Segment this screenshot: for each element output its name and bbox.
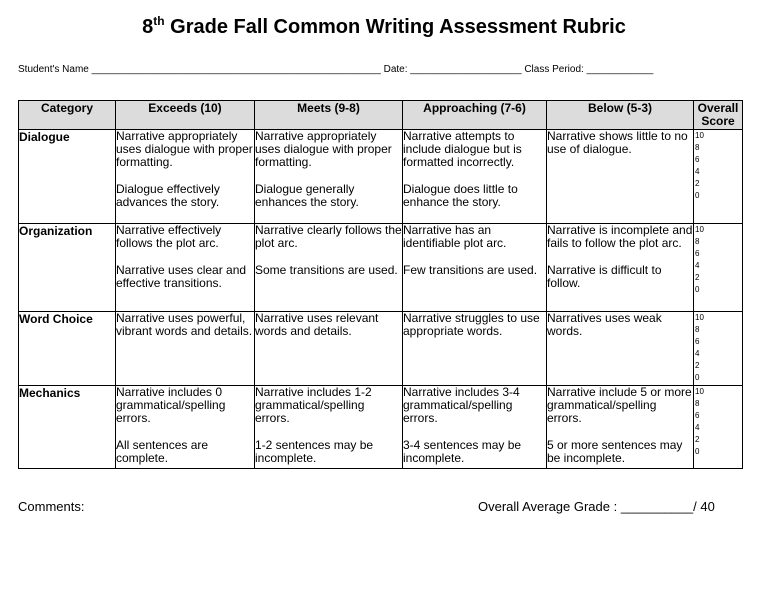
score-option[interactable]: 8: [695, 237, 700, 246]
criterion-text: Narrative appropriately uses dialogue with proper formatting.: [116, 129, 253, 169]
exceeds-cell: [116, 130, 255, 224]
table-header-row: [19, 101, 743, 130]
header-approaching: Approaching (7-6): [403, 101, 547, 130]
score-option[interactable]: 4: [695, 349, 700, 358]
score-option[interactable]: 4: [695, 423, 700, 432]
criterion-text: Few transitions are used.: [403, 263, 538, 277]
overall-average-grade: [478, 499, 715, 514]
score-option[interactable]: 10: [695, 387, 704, 396]
criterion-text: Narrative uses clear and effective transitions.: [116, 263, 247, 290]
criterion-text: Narrative is difficult to follow.: [547, 263, 662, 290]
score-option[interactable]: 2: [695, 435, 700, 444]
criterion-text: Narrative uses relevant words and details.: [255, 311, 379, 338]
exceeds-cell: [116, 312, 255, 386]
date-label: Date:: [383, 64, 408, 75]
criterion-text: Narrative is incomplete and fails to follow the plot arc.: [547, 223, 693, 250]
score-option[interactable]: 2: [695, 179, 700, 188]
score-option[interactable]: 0: [695, 373, 700, 382]
overall-grade-blank[interactable]: __________: [620, 499, 694, 514]
student-info-line: [18, 64, 653, 75]
below-cell: [547, 312, 694, 386]
below-cell: [547, 224, 694, 312]
score-option[interactable]: 0: [695, 447, 700, 456]
header-below: Below (5-3): [547, 101, 694, 130]
score-option[interactable]: 0: [695, 285, 700, 294]
category-cell: Organization: [19, 224, 116, 312]
rubric-table: [18, 100, 743, 469]
criterion-text: Narrative shows little to no use of dialogue.: [547, 129, 688, 156]
score-option[interactable]: 6: [695, 249, 700, 258]
date-blank[interactable]: ____________________: [410, 64, 522, 75]
table-row: [19, 224, 743, 312]
exceeds-cell: [116, 386, 255, 469]
student-name-blank[interactable]: ____________________________________________________: [91, 64, 381, 75]
meets-cell: [255, 386, 403, 469]
score-option[interactable]: 2: [695, 361, 700, 370]
class-period-blank[interactable]: ____________: [586, 64, 654, 75]
score-options-cell[interactable]: [694, 312, 743, 386]
header-category: Category: [19, 101, 116, 130]
criterion-text: 1-2 sentences may be incomplete.: [255, 438, 374, 465]
title-superscript: th: [153, 14, 165, 28]
approaching-cell: [403, 224, 547, 312]
category-cell: Dialogue: [19, 130, 116, 224]
score-option[interactable]: 4: [695, 167, 700, 176]
score-option[interactable]: 8: [695, 399, 700, 408]
score-options-cell[interactable]: [694, 386, 743, 469]
score-option[interactable]: 6: [695, 337, 700, 346]
title-text: Grade Fall Common Writing Assessment Rubric: [164, 16, 626, 38]
page-title: [0, 16, 768, 39]
criterion-text: Narrative include 5 or more grammatical/spelling errors.: [547, 385, 692, 425]
header-exceeds: Exceeds (10): [116, 101, 255, 130]
approaching-cell: [403, 130, 547, 224]
score-option[interactable]: 8: [695, 325, 700, 334]
header-meets: Meets (9-8): [255, 101, 403, 130]
table-row: [19, 386, 743, 469]
overall-grade-label: Overall Average Grade :: [478, 499, 618, 514]
comments-label: Comments:: [18, 499, 85, 514]
exceeds-cell: [116, 224, 255, 312]
meets-cell: [255, 130, 403, 224]
criterion-text: Dialogue does little to enhance the story.: [403, 182, 518, 209]
score-option[interactable]: 4: [695, 261, 700, 270]
criterion-text: Narrative appropriately uses dialogue with proper formatting.: [255, 129, 392, 169]
criterion-text: Narrative includes 1-2 grammatical/spelling errors.: [255, 385, 372, 425]
approaching-cell: [403, 312, 547, 386]
score-options-cell[interactable]: [694, 224, 743, 312]
category-cell: Word Choice: [19, 312, 116, 386]
score-option[interactable]: 2: [695, 273, 700, 282]
table-row: [19, 312, 743, 386]
class-period-label: Class Period:: [524, 64, 584, 75]
criterion-text: Narrative uses powerful, vibrant words and details.: [116, 311, 253, 338]
student-name-label: Student's Name: [18, 64, 89, 75]
criterion-text: Some transitions are used.: [255, 263, 398, 277]
below-cell: [547, 130, 694, 224]
criterion-text: 5 or more sentences may be incomplete.: [547, 438, 683, 465]
criterion-text: Narrative attempts to include dialogue but is formatted incorrectly.: [403, 129, 522, 169]
criterion-text: Narrative includes 0 grammatical/spelling errors.: [116, 385, 226, 425]
meets-cell: [255, 224, 403, 312]
criterion-text: Dialogue effectively advances the story.: [116, 182, 220, 209]
score-option[interactable]: 10: [695, 225, 704, 234]
score-option[interactable]: 0: [695, 191, 700, 200]
meets-cell: [255, 312, 403, 386]
approaching-cell: [403, 386, 547, 469]
score-options-cell[interactable]: [694, 130, 743, 224]
title-number: 8: [142, 16, 154, 38]
criterion-text: All sentences are complete.: [116, 438, 209, 465]
table-row: [19, 130, 743, 224]
below-cell: [547, 386, 694, 469]
criterion-text: 3-4 sentences may be incomplete.: [403, 438, 522, 465]
score-option[interactable]: 8: [695, 143, 700, 152]
criterion-text: Narrative struggles to use appropriate words.: [403, 311, 540, 338]
category-cell: Mechanics: [19, 386, 116, 469]
score-option[interactable]: 6: [695, 411, 700, 420]
score-option[interactable]: 6: [695, 155, 700, 164]
criterion-text: Narratives uses weak words.: [547, 311, 662, 338]
overall-grade-total: / 40: [693, 499, 715, 514]
criterion-text: Narrative clearly follows the plot arc.: [255, 223, 402, 250]
criterion-text: Narrative effectively follows the plot arc.: [116, 223, 222, 250]
score-option[interactable]: 10: [695, 131, 704, 140]
criterion-text: Dialogue generally enhances the story.: [255, 182, 359, 209]
score-option[interactable]: 10: [695, 313, 704, 322]
criterion-text: Narrative includes 3-4 grammatical/spelling errors.: [403, 385, 520, 425]
header-overall-score: Overall Score: [694, 101, 743, 130]
criterion-text: Narrative has an identifiable plot arc.: [403, 223, 507, 250]
